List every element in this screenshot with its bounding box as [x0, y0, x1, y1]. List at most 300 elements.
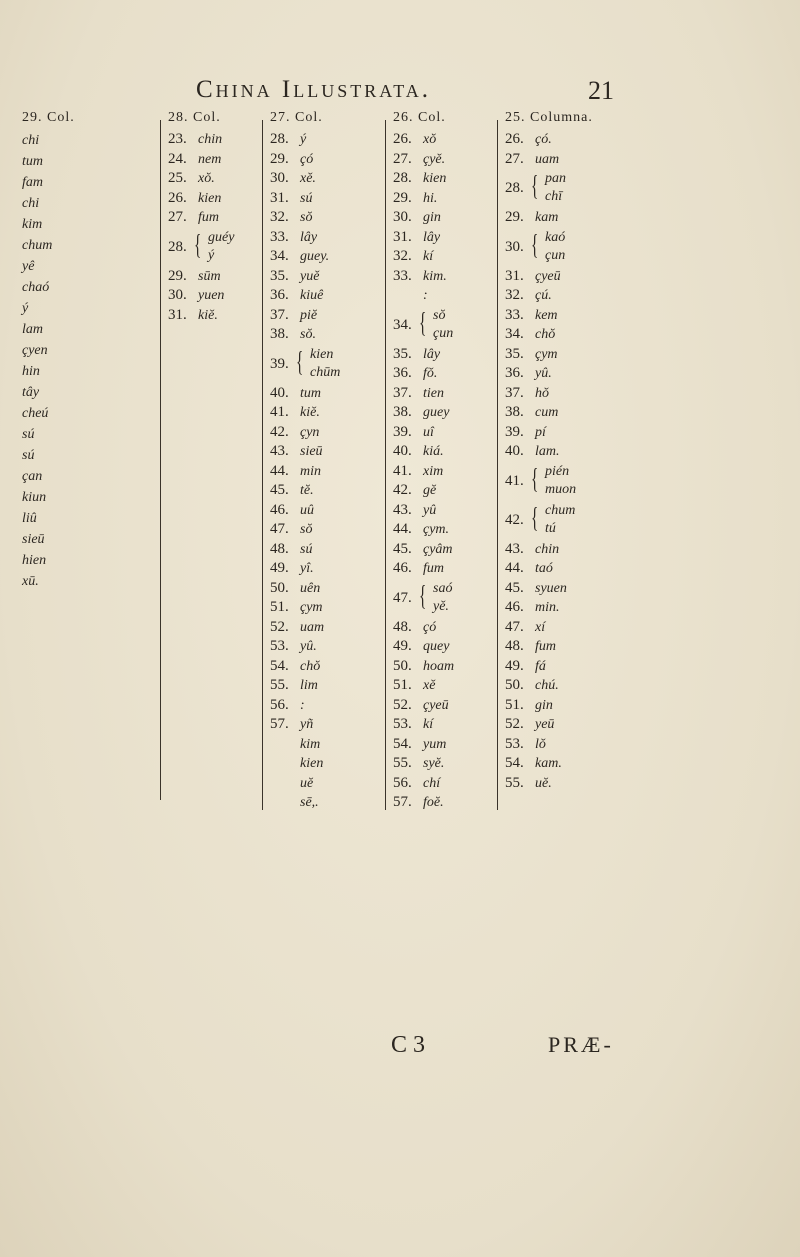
entry-word: sú — [300, 541, 313, 557]
entry-word: gin — [423, 210, 441, 225]
entry-number: 27. — [168, 209, 187, 225]
entry-number: 42. — [393, 482, 412, 498]
entry-number: 50. — [270, 579, 289, 596]
entry-number: 39. — [505, 423, 524, 440]
entry-number: 34. — [393, 316, 412, 333]
entry-number: 48. — [505, 638, 524, 654]
entry-number: 38. — [505, 404, 524, 420]
word-entry — [393, 774, 454, 794]
word-entry — [270, 130, 329, 150]
entry-number: 38. — [393, 404, 412, 420]
entry-word: uĕ — [300, 775, 314, 791]
word-entry — [393, 403, 454, 423]
word-entry — [22, 403, 75, 424]
entry-number: 30. — [393, 209, 412, 225]
entry-word: liû — [22, 511, 37, 526]
word-entry — [505, 228, 593, 267]
word-entry — [393, 520, 454, 540]
entry-word: fum — [423, 561, 444, 576]
word-entry — [393, 384, 454, 404]
column-heading: 27. Col. — [270, 110, 323, 125]
word-entry — [22, 529, 75, 550]
entry-word: chi — [22, 196, 40, 211]
entry-word: muon — [545, 481, 577, 497]
entry-word: : — [423, 288, 428, 303]
entry-word: sŏ — [433, 307, 446, 323]
entry-number: 54. — [393, 735, 412, 752]
entry-number: 40. — [505, 443, 524, 459]
signature-mark: C 3 — [391, 1032, 426, 1058]
entry-number: 54. — [505, 755, 524, 771]
entry-number: 42. — [270, 423, 289, 440]
entry-number: 43. — [393, 501, 412, 518]
entry-word: ý — [208, 247, 215, 263]
word-entry — [22, 193, 75, 214]
entry-word: kiá. — [423, 444, 444, 459]
entry-word: lam — [22, 322, 43, 337]
entry-number: 32. — [505, 287, 524, 303]
entry-number: 43. — [270, 443, 289, 459]
entry-word: çó. — [535, 132, 552, 147]
word-entry — [393, 423, 454, 443]
entry-number: 33. — [270, 228, 289, 245]
entry-word: kim. — [423, 268, 447, 284]
entry-word: piĕ — [300, 307, 318, 323]
word-entry — [393, 208, 454, 228]
word-entry — [393, 306, 454, 345]
word-entry — [505, 208, 593, 228]
entry-word: guey. — [300, 249, 330, 264]
word-entry — [270, 715, 329, 735]
entry-word: yû — [423, 502, 437, 518]
column-rule — [385, 120, 386, 810]
entry-word: çan — [22, 469, 43, 484]
entry-word: uî — [423, 424, 434, 440]
word-entry — [270, 267, 329, 287]
entry-number: 46. — [505, 599, 524, 615]
entry-number: 41. — [270, 404, 289, 420]
entry-word: chú. — [535, 678, 559, 693]
word-entry — [393, 501, 454, 521]
entry-word: guéy — [208, 229, 235, 245]
entry-word: çun — [433, 325, 454, 341]
entry-word: chin — [535, 541, 560, 557]
word-entry — [270, 735, 329, 755]
entry-word: chin — [198, 132, 223, 147]
entry-number: 49. — [270, 560, 289, 576]
word-entry — [22, 130, 75, 151]
entry-word: pan — [545, 171, 566, 186]
entry-word: xŏ — [423, 132, 437, 147]
entry-number: 32. — [270, 209, 289, 225]
word-entry — [270, 345, 341, 384]
word-entry — [393, 267, 454, 287]
brace-glyph: { — [419, 580, 427, 612]
entry-word: fam — [22, 175, 43, 190]
word-entry — [270, 481, 329, 501]
entry-number: 29. — [270, 150, 289, 167]
entry-word: chūm — [310, 364, 341, 380]
entry-number: 34. — [505, 326, 524, 342]
entry-number: 57. — [393, 794, 412, 810]
entry-word: hien — [22, 553, 47, 568]
entry-word: guey — [423, 405, 450, 420]
entry-word: çym. — [423, 522, 450, 537]
word-entry — [22, 361, 75, 382]
entry-number: 26. — [393, 131, 412, 147]
entry-number: 35. — [393, 345, 412, 362]
word-entry — [270, 325, 329, 345]
brace-glyph: { — [194, 229, 202, 261]
word-entry — [22, 571, 75, 592]
brace-glyph: { — [531, 171, 539, 202]
word-entry — [22, 298, 75, 319]
word-entry — [393, 715, 454, 735]
word-entry — [22, 214, 75, 235]
word-entry — [270, 696, 329, 716]
word-entry — [22, 340, 75, 361]
word-entry — [505, 286, 593, 306]
entry-number: 26. — [168, 189, 187, 206]
entry-word: hin — [22, 364, 40, 379]
entry-word: kien — [300, 756, 324, 771]
column-rule — [160, 120, 161, 800]
entry-number: 30. — [505, 238, 524, 255]
word-entry — [270, 501, 329, 521]
word-entry — [22, 487, 75, 508]
entry-word: sieū — [22, 532, 45, 547]
entry-word: çym — [300, 600, 323, 615]
entry-word: foĕ. — [423, 795, 444, 810]
word-entry — [505, 169, 593, 208]
entry-number: 44. — [505, 560, 524, 576]
entry-number: 41. — [393, 462, 412, 479]
entry-word: min — [300, 463, 321, 479]
word-entry — [505, 540, 593, 560]
entry-number: 47. — [393, 589, 412, 606]
column-rule — [262, 120, 263, 810]
word-entry — [393, 540, 454, 560]
entry-number: 41. — [505, 472, 524, 489]
entry-number: 27. — [505, 150, 524, 167]
entry-word: cheú — [22, 406, 49, 421]
word-entry — [168, 286, 224, 306]
entry-number: 29. — [393, 189, 412, 206]
brace-glyph: { — [531, 229, 539, 261]
entry-number: 28. — [270, 131, 289, 147]
entry-word: sŏ — [300, 210, 313, 225]
word-entry — [270, 306, 329, 326]
entry-word: xĕ — [423, 678, 436, 693]
entry-number: 35. — [270, 267, 289, 284]
word-entry — [22, 445, 75, 466]
entry-word: kí — [423, 249, 434, 264]
entry-word: chŏ — [535, 327, 556, 342]
entry-number: 37. — [270, 306, 289, 323]
entry-word: tây — [22, 385, 40, 400]
word-entry — [22, 277, 75, 298]
word-entry — [270, 403, 329, 423]
entry-number: 36. — [505, 365, 524, 381]
entry-number: 42. — [505, 511, 524, 528]
entry-number: 29. — [168, 267, 187, 284]
column-26 — [393, 110, 454, 813]
word-entry — [505, 364, 593, 384]
entry-number: 55. — [505, 774, 524, 791]
entry-number: 30. — [270, 170, 289, 186]
entry-word: yî. — [300, 561, 314, 576]
entry-number: 43. — [505, 540, 524, 557]
entry-number: 39. — [270, 355, 289, 372]
entry-number: 47. — [270, 521, 289, 537]
word-entry — [393, 130, 454, 150]
word-entry — [22, 151, 75, 172]
entry-word: çú. — [535, 288, 552, 303]
entry-number: 45. — [270, 482, 289, 498]
entry-word: uam — [535, 151, 560, 167]
word-entry — [505, 130, 593, 150]
entry-word: kí — [423, 717, 434, 732]
entry-number: 53. — [270, 638, 289, 654]
word-entry — [393, 189, 454, 209]
word-entry — [270, 637, 329, 657]
entry-word: sú — [22, 427, 35, 442]
entry-word: çó — [423, 619, 437, 635]
word-entry — [270, 169, 329, 189]
word-entry — [270, 150, 329, 170]
brace-glyph: { — [419, 307, 427, 339]
entry-number: 48. — [270, 540, 289, 557]
entry-word: kam. — [535, 756, 562, 771]
word-entry — [505, 676, 593, 696]
entry-word: chi — [22, 133, 40, 148]
entry-word: ý — [300, 132, 307, 147]
word-entry — [393, 364, 454, 384]
word-entry — [505, 306, 593, 326]
word-entry — [22, 424, 75, 445]
entry-number: 50. — [393, 657, 412, 674]
entry-word: tĕ. — [300, 483, 314, 498]
entry-number: 51. — [270, 599, 289, 615]
word-entry — [393, 696, 454, 716]
entry-number: 24. — [168, 150, 187, 167]
word-entry — [270, 228, 329, 248]
word-entry — [393, 735, 454, 755]
entry-word: hi. — [423, 190, 438, 206]
word-entry — [22, 172, 75, 193]
column-25 — [505, 110, 593, 793]
entry-number: 33. — [393, 267, 412, 284]
word-entry — [505, 150, 593, 170]
word-entry — [393, 150, 454, 170]
entry-word: tú — [545, 520, 556, 536]
entry-number: 52. — [393, 696, 412, 713]
entry-number: 37. — [393, 384, 412, 401]
entry-word: kem — [535, 307, 558, 323]
entry-number: 25. — [168, 170, 187, 186]
entry-word: yĕ. — [433, 598, 449, 614]
word-entry — [270, 774, 329, 794]
word-entry — [505, 442, 593, 462]
entry-number: 49. — [393, 638, 412, 654]
entry-word: quey — [423, 639, 450, 654]
entry-word: sieū — [300, 444, 323, 459]
word-entry — [168, 189, 224, 209]
entry-number: 37. — [505, 384, 524, 401]
entry-number: 57. — [270, 716, 289, 732]
word-entry — [505, 637, 593, 657]
entry-number: 55. — [393, 755, 412, 771]
word-entry — [505, 774, 593, 794]
word-entry — [505, 579, 593, 599]
word-entry — [393, 637, 454, 657]
word-entry — [22, 466, 75, 487]
entry-word: çym — [535, 346, 558, 362]
entry-word: lây — [423, 346, 441, 362]
word-entry — [270, 442, 329, 462]
entry-word: kien — [198, 190, 222, 206]
word-entry — [270, 676, 329, 696]
entry-number: 52. — [270, 618, 289, 635]
entry-number: 55. — [270, 677, 289, 693]
entry-word: sŏ. — [300, 327, 316, 342]
entry-word: yê — [22, 259, 35, 274]
entry-word: xĕ. — [300, 171, 316, 186]
entry-word: fum — [198, 210, 219, 225]
word-entry — [22, 508, 75, 529]
entry-word: kiĕ. — [198, 307, 218, 323]
word-entry — [505, 618, 593, 638]
word-entry — [270, 520, 329, 540]
entry-number: 36. — [270, 287, 289, 303]
entry-number: 45. — [505, 579, 524, 596]
entry-number: 28. — [168, 238, 187, 255]
entry-word: uam — [300, 619, 325, 635]
brace-glyph: { — [296, 346, 304, 378]
word-entry — [22, 256, 75, 277]
entry-word: uĕ. — [535, 775, 552, 791]
word-entry — [505, 559, 593, 579]
page-number: 21 — [588, 76, 614, 105]
entry-number: 40. — [270, 384, 289, 401]
entry-number: 28. — [393, 170, 412, 186]
word-entry — [505, 735, 593, 755]
entry-word: chum — [545, 502, 576, 518]
entry-number: 48. — [393, 618, 412, 635]
word-entry — [505, 715, 593, 735]
entry-number: 54. — [270, 657, 289, 674]
entry-number: 33. — [505, 306, 524, 323]
entry-word: pí — [535, 424, 546, 440]
word-entry — [505, 501, 593, 540]
entry-word: kiun — [22, 490, 47, 505]
entry-word: pién — [545, 463, 570, 479]
word-entry — [393, 345, 454, 365]
entry-number: 53. — [393, 716, 412, 732]
word-entry — [270, 754, 329, 774]
entry-word: tien — [423, 385, 444, 401]
word-entry — [270, 462, 329, 482]
word-entry — [505, 267, 593, 287]
brace-glyph: { — [531, 463, 539, 495]
entry-word: tum — [300, 385, 321, 401]
entry-word: chaó — [22, 280, 50, 295]
entry-word: chŏ — [300, 658, 321, 674]
entry-number: 23. — [168, 131, 187, 147]
word-entry — [168, 130, 224, 150]
entry-word: : — [300, 697, 305, 713]
entry-word: çyâm — [423, 541, 453, 557]
word-entry — [168, 228, 235, 267]
entry-number: 46. — [393, 560, 412, 576]
word-entry — [393, 754, 454, 774]
column-27 — [270, 110, 341, 813]
entry-word: xŏ. — [198, 171, 215, 186]
entry-number: 44. — [393, 521, 412, 537]
entry-number: 51. — [505, 696, 524, 713]
word-entry — [270, 208, 329, 228]
entry-word: xim — [423, 463, 444, 479]
word-entry — [270, 384, 329, 404]
brace-glyph: { — [531, 502, 539, 534]
entry-word: çyen — [22, 343, 48, 358]
word-entry — [22, 382, 75, 403]
word-entry — [505, 384, 593, 404]
entry-word: kim — [22, 217, 43, 232]
word-entry — [393, 618, 454, 638]
word-entry — [270, 618, 329, 638]
entry-word: lam. — [535, 444, 560, 459]
entry-number: 51. — [393, 677, 412, 693]
entry-word: fum — [535, 639, 556, 654]
entry-number: 31. — [505, 267, 524, 284]
entry-number: 46. — [270, 501, 289, 518]
entry-number: 35. — [505, 345, 524, 362]
entry-word: kien — [310, 346, 334, 362]
entry-number: 31. — [393, 228, 412, 245]
entry-word: xí — [535, 619, 546, 635]
entry-word: chum — [22, 238, 53, 253]
entry-word: yû. — [300, 639, 317, 654]
word-entry — [393, 462, 454, 482]
entry-word: uû — [300, 502, 314, 518]
entry-word: çó — [300, 151, 314, 167]
word-entry — [270, 286, 329, 306]
entry-number: 56. — [393, 774, 412, 791]
entry-word: sūm — [198, 268, 221, 284]
entry-number: 31. — [270, 189, 289, 206]
entry-number: 56. — [270, 696, 289, 713]
word-entry — [393, 676, 454, 696]
word-entry — [270, 559, 329, 579]
word-entry — [393, 228, 454, 248]
word-entry — [505, 696, 593, 716]
entry-word: uên — [300, 580, 321, 596]
word-entry — [393, 559, 454, 579]
word-entry — [270, 247, 329, 267]
entry-word: sú — [300, 190, 313, 206]
column-28 — [168, 110, 235, 325]
entry-word: yuen — [198, 288, 225, 303]
entry-word: sē,. — [300, 795, 319, 810]
entry-word: kam — [535, 210, 559, 225]
entry-number: 38. — [270, 326, 289, 342]
entry-word: hŏ — [535, 385, 549, 401]
entry-word: syĕ. — [423, 756, 445, 771]
entry-word: fá — [535, 658, 546, 674]
word-entry — [505, 657, 593, 677]
catchword: PRÆ- — [548, 1032, 614, 1057]
